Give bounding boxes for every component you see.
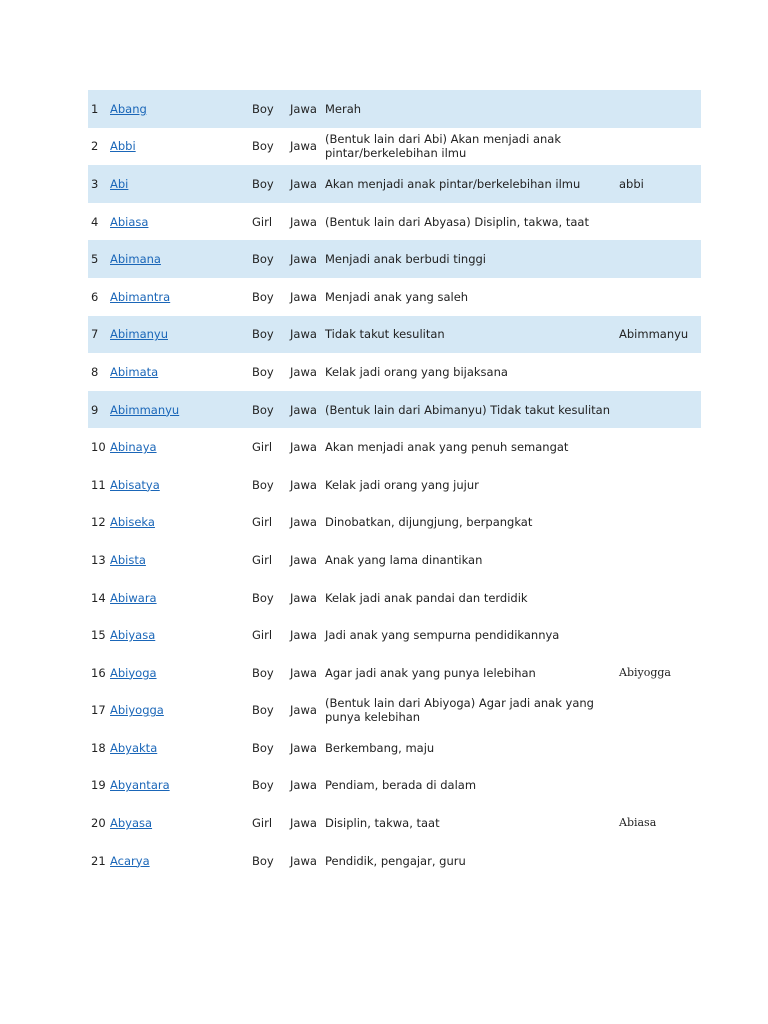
origin-cell: Jawa (290, 665, 317, 680)
variant-cell (619, 541, 699, 579)
variant-cell (619, 240, 699, 278)
gender-cell: Boy (252, 477, 274, 492)
name-link[interactable]: Abang (110, 101, 147, 116)
variant-cell (619, 203, 699, 241)
gender-cell: Boy (252, 139, 274, 154)
origin-cell: Jawa (290, 703, 317, 718)
table-row (88, 654, 701, 692)
origin-cell: Jawa (290, 440, 317, 455)
meaning-cell: Anak yang lama dinantikan (325, 552, 483, 567)
name-link[interactable]: Abyantara (110, 778, 170, 793)
variant-cell (619, 692, 699, 730)
row-number: 11 (91, 477, 106, 492)
variant-cell (619, 579, 699, 617)
name-link[interactable]: Abiyoga (110, 665, 157, 680)
name-link[interactable]: Abiseka (110, 515, 155, 530)
meaning-cell: (Bentuk lain dari Abi) Akan menjadi anak pintar/berkelebihan ilmu (325, 132, 561, 161)
gender-cell: Girl (252, 440, 273, 455)
origin-cell: Jawa (290, 515, 317, 530)
name-link[interactable]: Abimana (110, 252, 161, 267)
name-link[interactable]: Abiasa (110, 214, 149, 229)
name-link[interactable]: Abiyogga (110, 703, 164, 718)
table-row (88, 466, 701, 504)
meaning-cell: Menjadi anak berbudi tinggi (325, 252, 487, 267)
row-number: 2 (91, 139, 99, 154)
table-row (88, 128, 701, 166)
table-row (88, 240, 701, 278)
table-row (88, 842, 701, 880)
name-link[interactable]: Abbi (110, 139, 136, 154)
meaning-cell: Merah (325, 101, 362, 116)
gender-cell: Boy (252, 327, 274, 342)
row-number: 1 (91, 101, 99, 116)
row-number: 13 (91, 552, 106, 567)
variant-cell (619, 767, 699, 805)
name-link[interactable]: Abimantra (110, 289, 171, 304)
table-row (88, 579, 701, 617)
row-number: 10 (91, 440, 106, 455)
gender-cell: Boy (252, 176, 274, 191)
origin-cell: Jawa (290, 364, 317, 379)
name-link[interactable]: Abimmanyu (110, 402, 180, 417)
gender-cell: Boy (252, 703, 274, 718)
gender-cell: Girl (252, 552, 273, 567)
meaning-cell: Akan menjadi anak pintar/berkelebihan ilmu (325, 176, 581, 191)
table-row (88, 165, 701, 203)
table-row (88, 504, 701, 542)
table-row (88, 90, 701, 128)
gender-cell: Girl (252, 214, 273, 229)
variant-cell: Abimmanyu (619, 327, 689, 342)
variant-cell (619, 391, 699, 429)
gender-cell: Boy (252, 289, 274, 304)
gender-cell: Girl (252, 816, 273, 831)
row-number: 18 (91, 740, 106, 755)
name-link[interactable]: Abisatya (110, 477, 160, 492)
gender-cell: Boy (252, 402, 274, 417)
gender-cell: Girl (252, 515, 273, 530)
origin-cell: Jawa (290, 327, 317, 342)
row-number: 16 (91, 665, 106, 680)
table-row (88, 278, 701, 316)
table-row (88, 391, 701, 429)
meaning-cell: Kelak jadi orang yang bijaksana (325, 364, 508, 379)
table-row (88, 692, 701, 730)
meaning-cell: Dinobatkan, dijungjung, berpangkat (325, 515, 533, 530)
table-row (88, 316, 701, 354)
name-link[interactable]: Abyasa (110, 816, 153, 831)
gender-cell: Boy (252, 364, 274, 379)
origin-cell: Jawa (290, 402, 317, 417)
row-number: 8 (91, 364, 99, 379)
name-link[interactable]: Abiwara (110, 590, 157, 605)
name-link[interactable]: Abi (110, 176, 129, 191)
meaning-cell: (Bentuk lain dari Abiyoga) Agar jadi anak yang punya kelebihan (325, 696, 594, 725)
table-row (88, 616, 701, 654)
meaning-cell: Agar jadi anak yang punya lelebihan (325, 665, 536, 680)
origin-cell: Jawa (290, 139, 317, 154)
variant-cell (619, 128, 699, 166)
meaning-cell: Menjadi anak yang saleh (325, 289, 469, 304)
origin-cell: Jawa (290, 740, 317, 755)
gender-cell: Boy (252, 252, 274, 267)
row-number: 4 (91, 214, 99, 229)
gender-cell: Girl (252, 628, 273, 643)
row-number: 7 (91, 327, 99, 342)
gender-cell: Boy (252, 101, 274, 116)
variant-cell (619, 90, 699, 128)
table-row (88, 729, 701, 767)
row-number: 5 (91, 252, 99, 267)
table-row (88, 541, 701, 579)
row-number: 17 (91, 703, 106, 718)
origin-cell: Jawa (290, 477, 317, 492)
origin-cell: Jawa (290, 628, 317, 643)
name-link[interactable]: Abimanyu (110, 327, 168, 342)
meaning-cell: Jadi anak yang sempurna pendidikannya (325, 628, 560, 643)
origin-cell: Jawa (290, 176, 317, 191)
table-row (88, 804, 701, 842)
gender-cell: Boy (252, 590, 274, 605)
meaning-cell: Akan menjadi anak yang penuh semangat (325, 440, 569, 455)
variant-cell (619, 729, 699, 767)
gender-cell: Boy (252, 853, 274, 868)
table-row (88, 428, 701, 466)
origin-cell: Jawa (290, 590, 317, 605)
name-link[interactable]: Abista (110, 552, 146, 567)
name-link[interactable]: Abiyasa (110, 628, 156, 643)
variant-cell: Abiyogga (619, 665, 671, 679)
meaning-cell: Tidak takut kesulitan (325, 327, 445, 342)
meaning-cell: (Bentuk lain dari Abimanyu) Tidak takut kesulitan (325, 402, 610, 417)
name-link[interactable]: Acarya (110, 853, 150, 868)
meaning-cell: Disiplin, takwa, taat (325, 816, 440, 831)
variant-cell (619, 428, 699, 466)
name-link[interactable]: Abimata (110, 364, 159, 379)
gender-cell: Boy (252, 665, 274, 680)
origin-cell: Jawa (290, 214, 317, 229)
meaning-cell: Berkembang, maju (325, 740, 435, 755)
variant-cell (619, 504, 699, 542)
names-table (88, 90, 701, 879)
table-row (88, 353, 701, 391)
row-number: 20 (91, 816, 106, 831)
table-row (88, 203, 701, 241)
variant-cell (619, 353, 699, 391)
row-number: 12 (91, 515, 106, 530)
variant-cell: Abiasa (619, 816, 657, 830)
gender-cell: Boy (252, 740, 274, 755)
name-link[interactable]: Abyakta (110, 740, 158, 755)
row-number: 6 (91, 289, 99, 304)
meaning-cell: (Bentuk lain dari Abyasa) Disiplin, takwa, taat (325, 214, 589, 229)
meaning-cell: Kelak jadi anak pandai dan terdidik (325, 590, 528, 605)
origin-cell: Jawa (290, 289, 317, 304)
origin-cell: Jawa (290, 252, 317, 267)
origin-cell: Jawa (290, 101, 317, 116)
origin-cell: Jawa (290, 853, 317, 868)
variant-cell (619, 842, 699, 880)
table-row (88, 767, 701, 805)
name-link[interactable]: Abinaya (110, 440, 157, 455)
row-number: 14 (91, 590, 106, 605)
variant-cell: abbi (619, 176, 644, 191)
row-number: 9 (91, 402, 99, 417)
variant-cell (619, 466, 699, 504)
meaning-cell: Pendiam, berada di dalam (325, 778, 477, 793)
row-number: 21 (91, 853, 106, 868)
variant-cell (619, 278, 699, 316)
meaning-cell: Kelak jadi orang yang jujur (325, 477, 479, 492)
row-number: 15 (91, 628, 106, 643)
variant-cell (619, 616, 699, 654)
meaning-cell: Pendidik, pengajar, guru (325, 853, 466, 868)
row-number: 19 (91, 778, 106, 793)
origin-cell: Jawa (290, 778, 317, 793)
gender-cell: Boy (252, 778, 274, 793)
origin-cell: Jawa (290, 816, 317, 831)
origin-cell: Jawa (290, 552, 317, 567)
row-number: 3 (91, 176, 99, 191)
